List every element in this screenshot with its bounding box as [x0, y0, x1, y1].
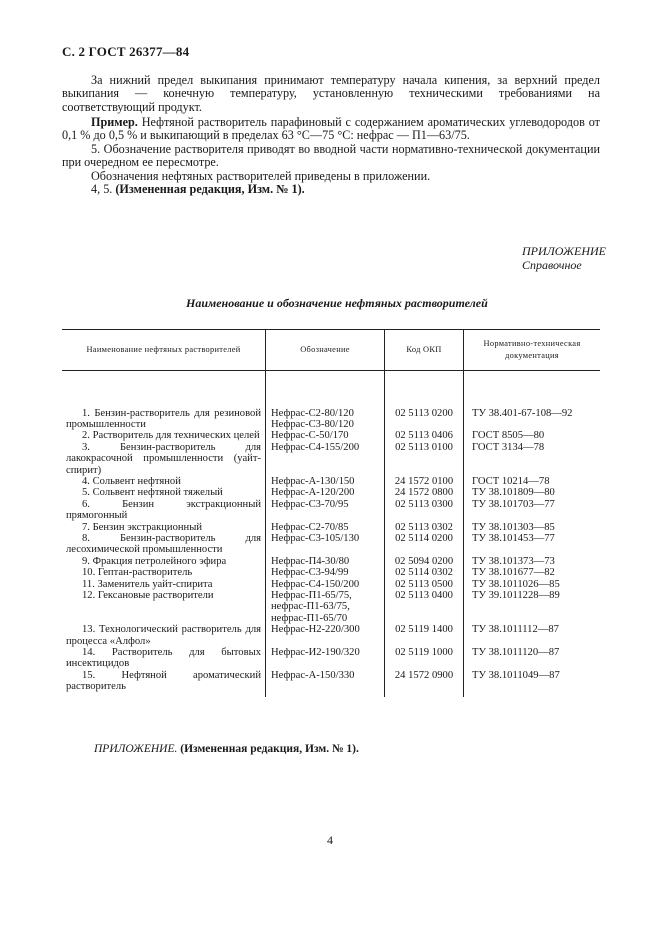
normative-doc: ТУ 38.1011120—87 [464, 647, 601, 670]
paragraph-example [62, 116, 600, 143]
table-row [62, 567, 600, 578]
solvent-designation [266, 522, 385, 533]
designation-line: Нефрас-С3-94/99 [271, 567, 349, 579]
solvents-table [62, 329, 600, 697]
solvent-designation [266, 647, 385, 670]
designation-line: Нефрас-А-120/200 [271, 487, 355, 499]
page-header: С. 2 ГОСТ 26377—84 [62, 44, 190, 59]
solvent-designation [266, 476, 385, 487]
normative-doc: ТУ 38.101453—77 [464, 533, 601, 556]
designation-line: Нефрас-С-50/170 [271, 430, 349, 442]
designation-line: Нефрас-И2-190/320 [271, 647, 360, 659]
normative-doc: ТУ 38.401-67-108—92 [464, 408, 601, 431]
solvent-name: 15. Нефтяной ароматический растворитель [66, 669, 261, 693]
page-number: 4 [327, 833, 333, 847]
designation-line: нефрас-П1-63/75, [271, 601, 350, 613]
solvent-designation [266, 590, 385, 624]
appendix-subtitle: Справочное [522, 258, 582, 272]
normative-doc: ТУ 38.101809—80 [464, 487, 601, 498]
okp-code: 02 5094 0200 [385, 556, 464, 567]
solvent-designation [266, 579, 385, 590]
okp-code: 02 5113 0400 [385, 590, 464, 624]
designation-line: нефрас-П1-65/70 [271, 612, 348, 624]
table-spacer-row [62, 371, 600, 408]
solvent-designation [266, 430, 385, 441]
solvent-name: 13. Технологический растворитель для процесса «Алфол» [66, 624, 261, 647]
designation-line: Нефрас-С4-150/200 [271, 578, 360, 590]
solvent-designation [266, 533, 385, 556]
okp-code: 02 5114 0302 [385, 567, 464, 578]
okp-code: 02 5114 0200 [385, 533, 464, 556]
footer-text: (Измененная редакция, Изм. № 1). [177, 743, 359, 755]
normative-doc: ГОСТ 8505—80 [464, 430, 601, 441]
normative-doc: ТУ 38.101703—77 [464, 499, 601, 522]
normative-doc: ТУ 38.1011112—87 [464, 624, 601, 647]
normative-doc: ТУ 39.1011228—89 [464, 590, 601, 624]
table-row [62, 430, 600, 441]
designation-line: Нефрас-С4-155/200 [271, 441, 360, 453]
footer-note [94, 743, 359, 755]
solvent-name: 12. Гексановые растворители [82, 590, 214, 601]
header-name: Наименование нефтяных растворителей [62, 330, 266, 371]
okp-code: 02 5119 1000 [385, 647, 464, 670]
solvent-name: 11. Заменитель уайт-спирита [82, 578, 213, 590]
table-row [62, 579, 600, 590]
designation-line: Нефрас-П1-65/75, [271, 590, 352, 601]
designation-line: Нефрас-А-130/150 [271, 475, 355, 487]
normative-doc: ТУ 38.1011026—85 [464, 579, 601, 590]
okp-code: 02 5113 0500 [385, 579, 464, 590]
okp-code: 02 5113 0100 [385, 442, 464, 476]
solvent-designation [266, 556, 385, 567]
solvent-name: 2. Растворитель для технических целей [82, 430, 260, 442]
appendix-title: ПРИЛОЖЕНИЕ [522, 244, 606, 258]
paragraph-boiling-limits: За нижний предел выкипания принимают температуру начала кипения, за верхний предел выкипания — конечную температуру, установленную техническими требованиями на соответствующий продукт. [62, 73, 600, 114]
solvent-designation [266, 487, 385, 498]
solvent-name: 4. Сольвент нефтяной [82, 475, 181, 487]
example-label: Пример. [91, 115, 138, 129]
normative-doc: ТУ 38.101373—73 [464, 556, 601, 567]
designation-line: Нефрас-Н2-220/300 [271, 624, 360, 636]
header-okp-code: Код ОКП [385, 330, 464, 371]
amendment-number: 4, 5. [91, 182, 116, 196]
okp-code: 02 5113 0200 [385, 408, 464, 431]
normative-doc: ТУ 38.101677—82 [464, 567, 601, 578]
designation-line: Нефрас-С3-105/130 [271, 532, 360, 544]
solvent-name: 7. Бензин экстракционный [82, 521, 203, 533]
table-row [62, 556, 600, 567]
solvent-designation [266, 499, 385, 522]
solvent-name: 10. Гептан-растворитель [82, 567, 193, 579]
amendment-text: (Измененная редакция, Изм. № 1). [115, 182, 305, 196]
okp-code: 02 5113 0406 [385, 430, 464, 441]
designation-line: Нефрас-С2-80/120 [271, 407, 354, 419]
normative-doc: ТУ 38.1011049—87 [464, 670, 601, 693]
solvent-designation [266, 408, 385, 431]
okp-code: 24 1572 0100 [385, 476, 464, 487]
solvent-name: 6. Бензин экстракционный прямогонный [66, 498, 261, 522]
solvent-name: 9. Фракция петролейного эфира [82, 555, 227, 567]
paragraph-amendment [62, 183, 600, 196]
header-documentation: Нормативно-техническая документация [464, 330, 601, 371]
table-body [62, 371, 600, 697]
table-row [62, 476, 600, 487]
table-row [62, 590, 600, 624]
table-row [62, 533, 600, 556]
designation-line: Нефрас-П4-30/80 [271, 555, 350, 567]
solvent-designation [266, 442, 385, 476]
solvent-name: 14. Растворитель для бытовых инсектицидов [66, 647, 261, 670]
solvent-designation [266, 624, 385, 647]
solvent-designation [266, 567, 385, 578]
table-title: Наименование и обозначение нефтяных растворителей [186, 296, 488, 310]
solvent-name: 1. Бензин-растворитель для резиновой промышленности [66, 407, 261, 430]
solvent-designation [266, 670, 385, 693]
normative-doc: ТУ 38.101303—85 [464, 522, 601, 533]
table-row [62, 442, 600, 476]
table-row [62, 624, 600, 647]
solvent-name: 5. Сольвент нефтяной тяжелый [82, 487, 223, 499]
table-row [62, 647, 600, 670]
designation-line: Нефрас-С2-70/85 [271, 521, 349, 533]
footer-label: ПРИЛОЖЕНИЕ. [94, 743, 178, 755]
appendix-heading [522, 244, 606, 272]
okp-code: 02 5119 1400 [385, 624, 464, 647]
solvent-name: 3. Бензин-растворитель для лакокрасочной промышленности (уайт-спирит) [66, 441, 261, 476]
table-row [62, 670, 600, 693]
okp-code: 24 1572 0900 [385, 670, 464, 693]
header-designation: Обозначение [266, 330, 385, 371]
designation-line: Нефрас-А-150/330 [271, 669, 355, 681]
table-row [62, 499, 600, 522]
paragraph-appendix-ref: Обозначения нефтяных растворителей приведены в приложении. [91, 169, 431, 183]
example-text: Нефтяной растворитель парафиновый с содержанием ароматических углеводородов от 0,1 % до 0,5 % и выкипающий в пределах 63 °С—75 °С: нефрас — П1—63/75. [62, 115, 600, 143]
table-row [62, 408, 600, 431]
table-row [62, 487, 600, 498]
normative-doc: ГОСТ 10214—78 [464, 476, 601, 487]
designation-line: Нефрас-С3-70/95 [271, 498, 349, 510]
okp-code: 24 1572 0800 [385, 487, 464, 498]
table-row [62, 522, 600, 533]
solvent-name: 8. Бензин-растворитель для лесохимической промышленности [66, 532, 261, 556]
okp-code: 02 5113 0300 [385, 499, 464, 522]
table-end-spacer [62, 693, 600, 697]
designation-line: Нефрас-С3-80/120 [271, 418, 354, 430]
okp-code: 02 5113 0302 [385, 522, 464, 533]
paragraph-designation: 5. Обозначение растворителя приводят во вводной части нормативно-технической документации при очередном ее пересмотре. [62, 142, 600, 170]
normative-doc: ГОСТ 3134—78 [464, 442, 601, 476]
table-header-row [62, 330, 600, 371]
